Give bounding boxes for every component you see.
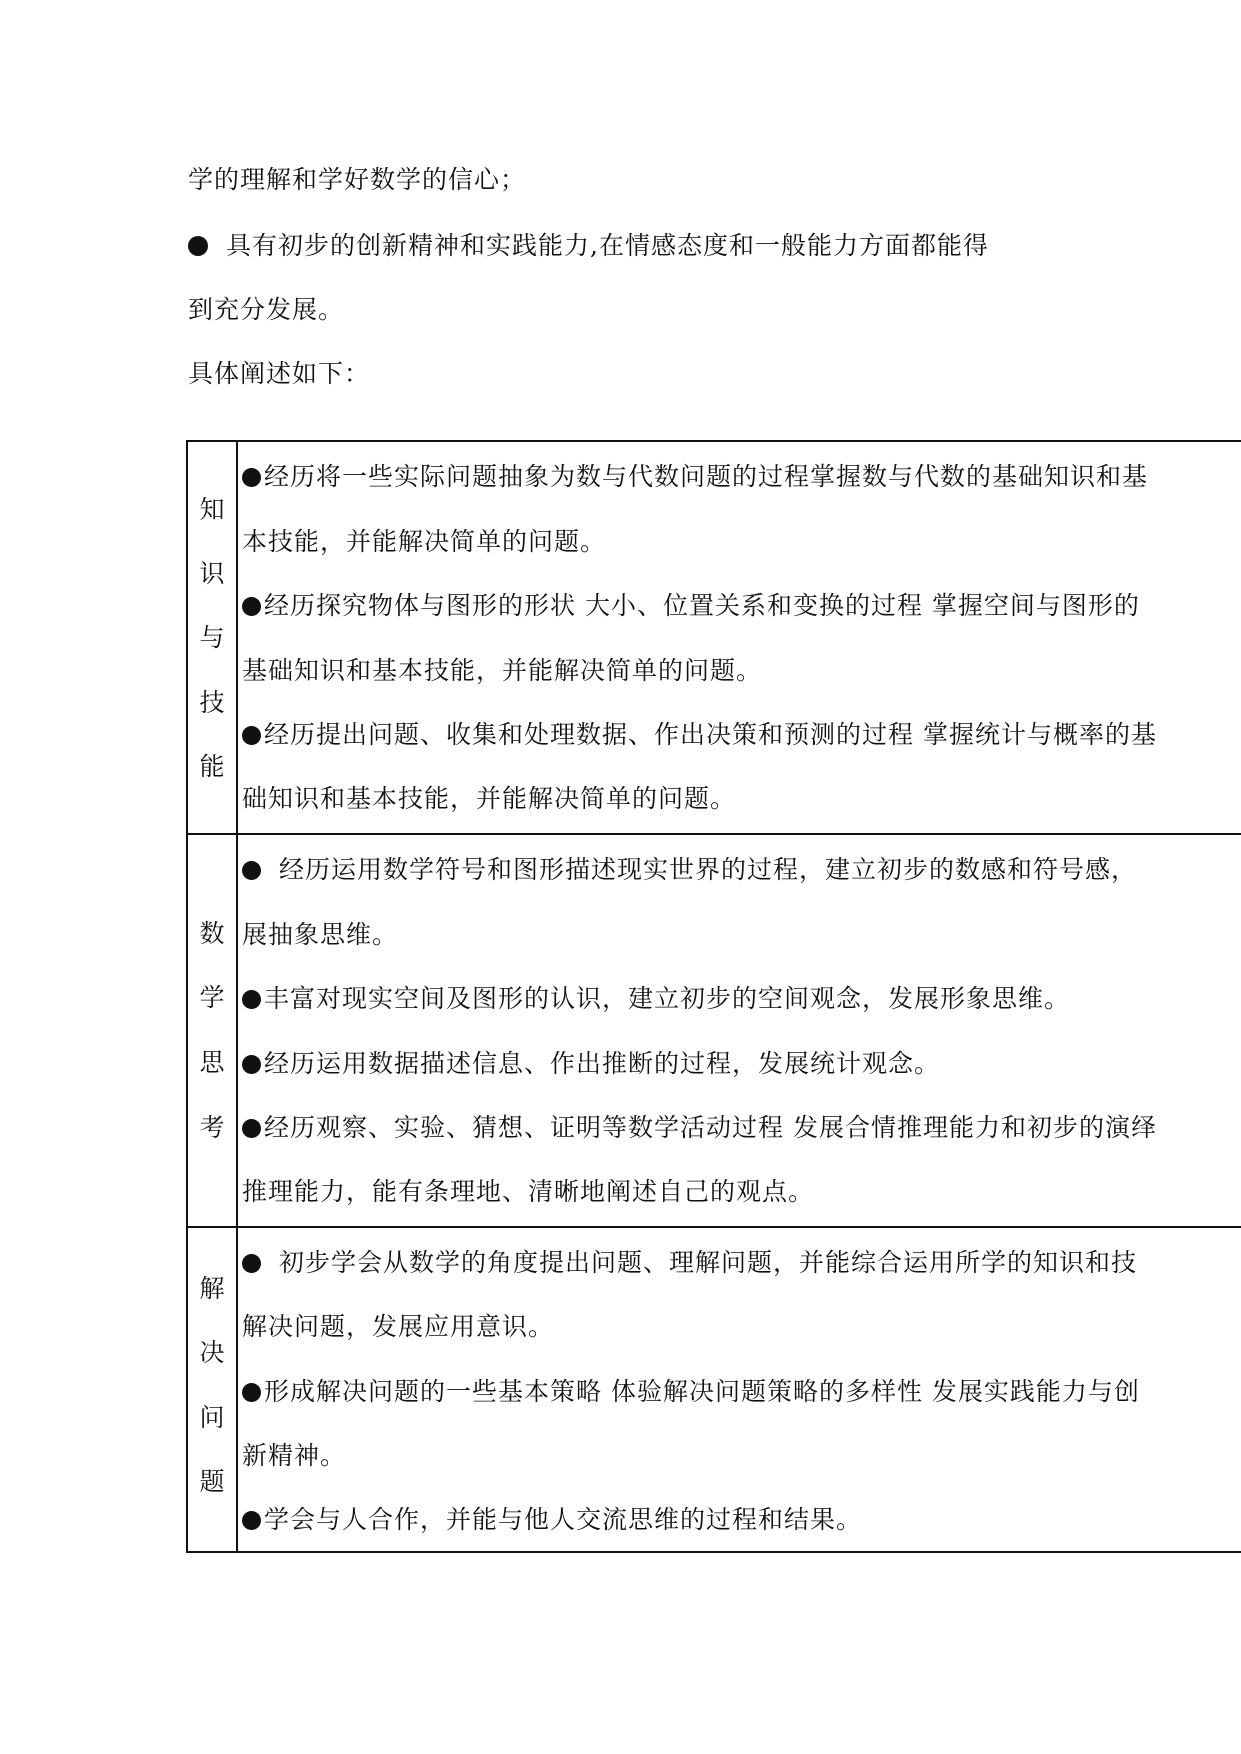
category-cell [188, 442, 238, 833]
content-line: 经历探究物体与图形的形状 大小、位置关系和变换的过程 掌握空间与图形的 [242, 591, 1140, 621]
bullet-dot-icon [242, 726, 261, 745]
intro-line-3: 到充分发展。 [188, 295, 345, 324]
category-char: 考 [199, 1113, 225, 1142]
goals-table-viewport [186, 440, 1241, 1555]
category-char: 学 [199, 983, 225, 1012]
bullet-dot-icon [242, 1383, 261, 1402]
content-line: 经历提出问题、收集和处理数据、作出决策和预测的过程 掌握统计与概率的基 [242, 720, 1157, 750]
content-line: 展抽象思维。 [242, 920, 399, 949]
content-line: 经历运用数据描述信息、作出推断的过程，发展统计观念。 [242, 1049, 940, 1079]
content-line: 推理能力，能有条理地、清晰地阐述自己的观点。 [242, 1177, 815, 1206]
intro-bullet-line [188, 228, 989, 264]
content-line: 经历运用数学符号和图形描述现实世界的过程，建立初步的数感和符号感， [242, 855, 1137, 885]
content-line: 丰富对现实空间及图形的认识，建立初步的空间观念，发展形象思维。 [242, 984, 1070, 1014]
bullet-dot-icon [242, 1055, 261, 1074]
category-char: 技 [199, 688, 225, 717]
intro-line-4: 具体阐述如下： [188, 359, 371, 388]
category-char: 题 [199, 1467, 225, 1496]
category-char: 思 [199, 1048, 225, 1077]
content-line: 初步学会从数学的角度提出问题、理解问题，并能综合运用所学的知识和技 [242, 1248, 1137, 1278]
content-line: 新精神。 [242, 1441, 347, 1470]
category-char: 解 [199, 1274, 225, 1303]
bullet-dot-icon [242, 1119, 261, 1138]
content-line: 解决问题，发展应用意识。 [242, 1312, 555, 1341]
content-cell [240, 835, 1241, 1226]
intro-line-1: 学的理解和学好数学的信心； [188, 165, 527, 194]
content-line: 经历观察、实验、猜想、证明等数学活动过程 发展合情推理能力和初步的演绎 [242, 1113, 1157, 1143]
content-line: 形成解决问题的一些基本策略 体验解决问题策略的多样性 发展实践能力与创 [242, 1377, 1140, 1407]
content-line: 础知识和基本技能，并能解决简单的问题。 [242, 784, 737, 813]
bullet-dot-icon [242, 468, 261, 487]
bullet-dot-icon [242, 1254, 261, 1273]
content-line: 学会与人合作，并能与他人交流思维的过程和结果。 [242, 1505, 862, 1535]
category-char: 决 [199, 1338, 225, 1367]
bullet-dot-icon [242, 861, 261, 880]
category-char: 识 [199, 559, 225, 588]
content-cell [240, 442, 1241, 833]
category-char: 数 [199, 919, 225, 948]
intro-bullet-text: 具有初步的创新精神和实践能力,在情感态度和一般能力方面都能得 [226, 231, 989, 260]
table-row-knowledge-skills [188, 442, 1241, 835]
content-line: 本技能，并能解决简单的问题。 [242, 527, 607, 556]
goals-table [186, 440, 1241, 1553]
category-cell [188, 835, 238, 1226]
category-char: 与 [199, 623, 225, 652]
category-char: 能 [199, 752, 225, 781]
category-char: 问 [199, 1403, 225, 1432]
bullet-dot-icon [242, 990, 261, 1009]
content-line: 基础知识和基本技能，并能解决简单的问题。 [242, 656, 763, 685]
content-cell [240, 1228, 1241, 1551]
category-cell [188, 1228, 238, 1551]
table-row-math-thinking [188, 835, 1241, 1228]
bullet-dot-icon [242, 1511, 261, 1530]
bullet-dot-icon [242, 597, 261, 616]
bullet-dot-icon [188, 236, 208, 256]
category-char: 知 [199, 495, 225, 524]
table-row-problem-solving [188, 1228, 1241, 1553]
content-line: 经历将一些实际问题抽象为数与代数问题的过程掌握数与代数的基础知识和基 [242, 462, 1148, 492]
